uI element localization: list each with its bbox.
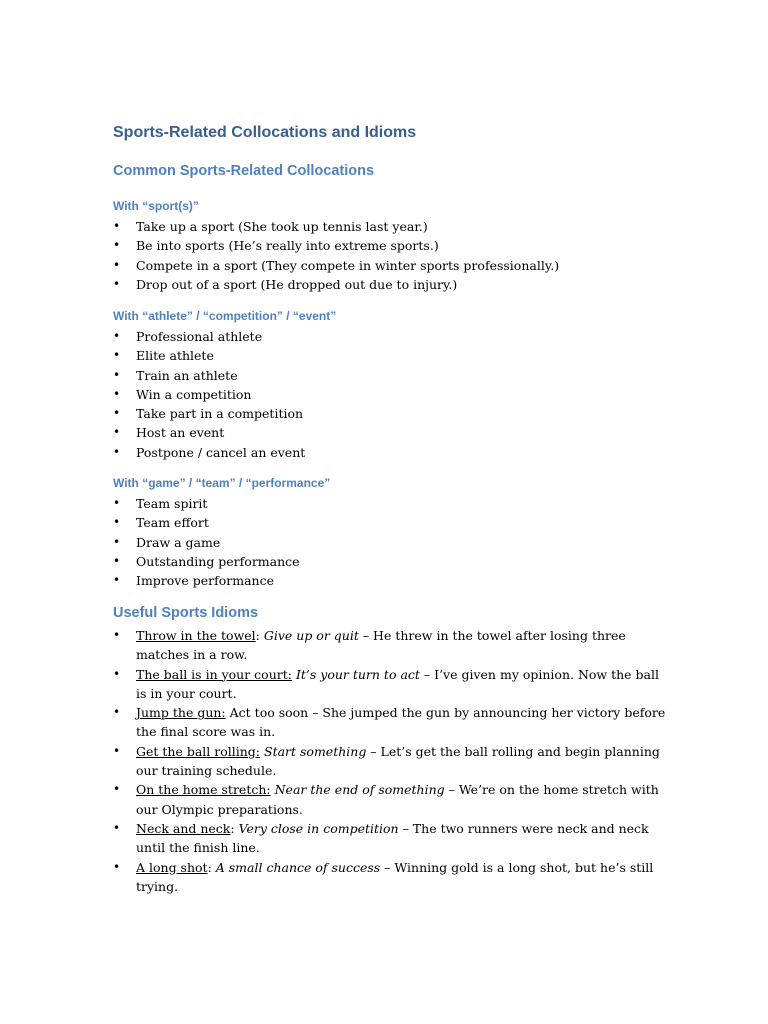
collocations-heading: Common Sports-Related Collocations bbox=[113, 163, 375, 179]
idiom-meaning: Give up or quit bbox=[263, 628, 359, 643]
idiom-term: Get the ball rolling: bbox=[136, 743, 261, 759]
idiom-term: The ball is in your court: bbox=[136, 666, 292, 682]
list-item bbox=[113, 236, 673, 255]
list-item bbox=[113, 513, 673, 532]
bullet-icon: • bbox=[113, 666, 121, 681]
bullet-icon: • bbox=[113, 386, 121, 401]
list-item bbox=[113, 552, 673, 571]
list-item-text: Team effort bbox=[136, 515, 209, 531]
bullet-icon: • bbox=[113, 573, 121, 588]
list-item-text: Compete in a sport (They compete in winter sports professionally.) bbox=[136, 257, 560, 273]
idiom-item bbox=[113, 665, 673, 704]
idiom-example: – Let’s get the ball rolling and begin planning our training schedule. bbox=[136, 743, 660, 779]
bullet-icon: • bbox=[113, 425, 121, 440]
list-item-text: Be into sports (He’s really into extreme sports.) bbox=[136, 238, 439, 254]
list-item bbox=[113, 217, 673, 236]
list-item-text: Draw a game bbox=[136, 534, 221, 550]
list-item bbox=[113, 571, 673, 590]
bullet-icon: • bbox=[113, 276, 121, 291]
list-item-text: Postpone / cancel an event bbox=[136, 444, 306, 460]
bullet-icon: • bbox=[113, 496, 121, 510]
bullet-icon: • bbox=[113, 329, 121, 343]
idiom-meaning: A small chance of success bbox=[215, 859, 381, 875]
list-item bbox=[113, 275, 673, 294]
list-item bbox=[113, 494, 673, 513]
bullet-icon: • bbox=[113, 553, 121, 568]
bullet-icon: • bbox=[113, 238, 121, 253]
bullet-icon: • bbox=[113, 367, 121, 382]
idiom-item bbox=[113, 742, 673, 781]
bullet-icon: • bbox=[113, 820, 121, 835]
list-item bbox=[113, 256, 673, 275]
list-item-text: Outstanding performance bbox=[136, 553, 300, 569]
bullet-icon: • bbox=[113, 444, 121, 459]
idiom-separator: : bbox=[255, 628, 264, 643]
list-item bbox=[113, 404, 673, 423]
idiom-item bbox=[113, 819, 673, 858]
group-game-heading: With “game” / “team” / “performance” bbox=[113, 476, 331, 490]
idiom-term: A long shot bbox=[136, 859, 208, 875]
bullet-icon: • bbox=[113, 859, 121, 874]
list-item-text: Take up a sport (She took up tennis last year.) bbox=[136, 219, 428, 234]
document-title: Sports-Related Collocations and Idioms bbox=[113, 124, 417, 141]
idiom-example: – He threw in the towel after losing three matches in a row. bbox=[136, 628, 626, 663]
list-item-text: Drop out of a sport (He dropped out due to injury.) bbox=[136, 276, 458, 292]
group-athlete-list bbox=[113, 327, 673, 462]
idiom-separator: : bbox=[230, 820, 239, 836]
list-item-text: Train an athlete bbox=[136, 367, 238, 383]
group-sports-heading: With “sport(s)” bbox=[113, 199, 199, 213]
idiom-item bbox=[113, 626, 673, 665]
idiom-term: Neck and neck bbox=[136, 820, 231, 836]
list-item bbox=[113, 423, 673, 442]
bullet-icon: • bbox=[113, 515, 121, 530]
list-item bbox=[113, 533, 673, 552]
bullet-icon: • bbox=[113, 743, 121, 758]
list-item bbox=[113, 366, 673, 385]
list-item-text: Elite athlete bbox=[136, 348, 214, 364]
list-item-text: Team spirit bbox=[136, 496, 208, 511]
list-item bbox=[113, 346, 673, 365]
list-item bbox=[113, 385, 673, 404]
idiom-item bbox=[113, 858, 673, 897]
bullet-icon: • bbox=[113, 705, 121, 720]
list-item-text: Take part in a competition bbox=[136, 406, 304, 422]
list-item bbox=[113, 327, 673, 346]
bullet-icon: • bbox=[113, 348, 121, 363]
idiom-meaning: It’s your turn to act bbox=[295, 666, 420, 682]
idiom-example: – I’ve given my opinion. Now the ball is in your court. bbox=[136, 666, 659, 701]
idiom-item bbox=[113, 780, 673, 819]
list-item-text: Improve performance bbox=[136, 573, 274, 589]
bullet-icon: • bbox=[113, 257, 121, 272]
idiom-example: Act too soon – She jumped the gun by announcing her victory before the final score was in. bbox=[136, 705, 666, 740]
group-athlete-heading: With “athlete” / “competition” / “event” bbox=[113, 309, 337, 323]
idiom-term: On the home stretch: bbox=[136, 782, 271, 798]
idiom-example: – Winning gold is a long shot, but he’s still trying. bbox=[136, 859, 654, 894]
idiom-term: Jump the gun: bbox=[136, 705, 226, 721]
bullet-icon: • bbox=[113, 219, 121, 233]
idiom-separator: : bbox=[207, 859, 216, 875]
idiom-meaning: Very close in competition bbox=[238, 820, 399, 836]
idiom-example: – We’re on the home stretch with our Olympic preparations. bbox=[136, 782, 659, 817]
list-item-text: Professional athlete bbox=[136, 329, 263, 344]
list-item-text: Host an event bbox=[136, 425, 225, 441]
bullet-icon: • bbox=[113, 782, 121, 797]
bullet-icon: • bbox=[113, 628, 121, 642]
list-item bbox=[113, 443, 673, 462]
idiom-example: – The two runners were neck and neck until the finish line. bbox=[136, 820, 649, 856]
bullet-icon: • bbox=[113, 406, 121, 421]
bullet-icon: • bbox=[113, 534, 121, 549]
list-item-text: Win a competition bbox=[136, 386, 252, 402]
idiom-term: Throw in the towel bbox=[136, 628, 256, 643]
group-sports-list bbox=[113, 217, 673, 294]
idiom-meaning: Near the end of something bbox=[274, 782, 445, 798]
group-game-list bbox=[113, 494, 673, 590]
idioms-heading: Useful Sports Idioms bbox=[113, 605, 259, 621]
idiom-meaning: Start something bbox=[264, 743, 367, 759]
idioms-list bbox=[113, 626, 673, 896]
idiom-item bbox=[113, 703, 673, 742]
